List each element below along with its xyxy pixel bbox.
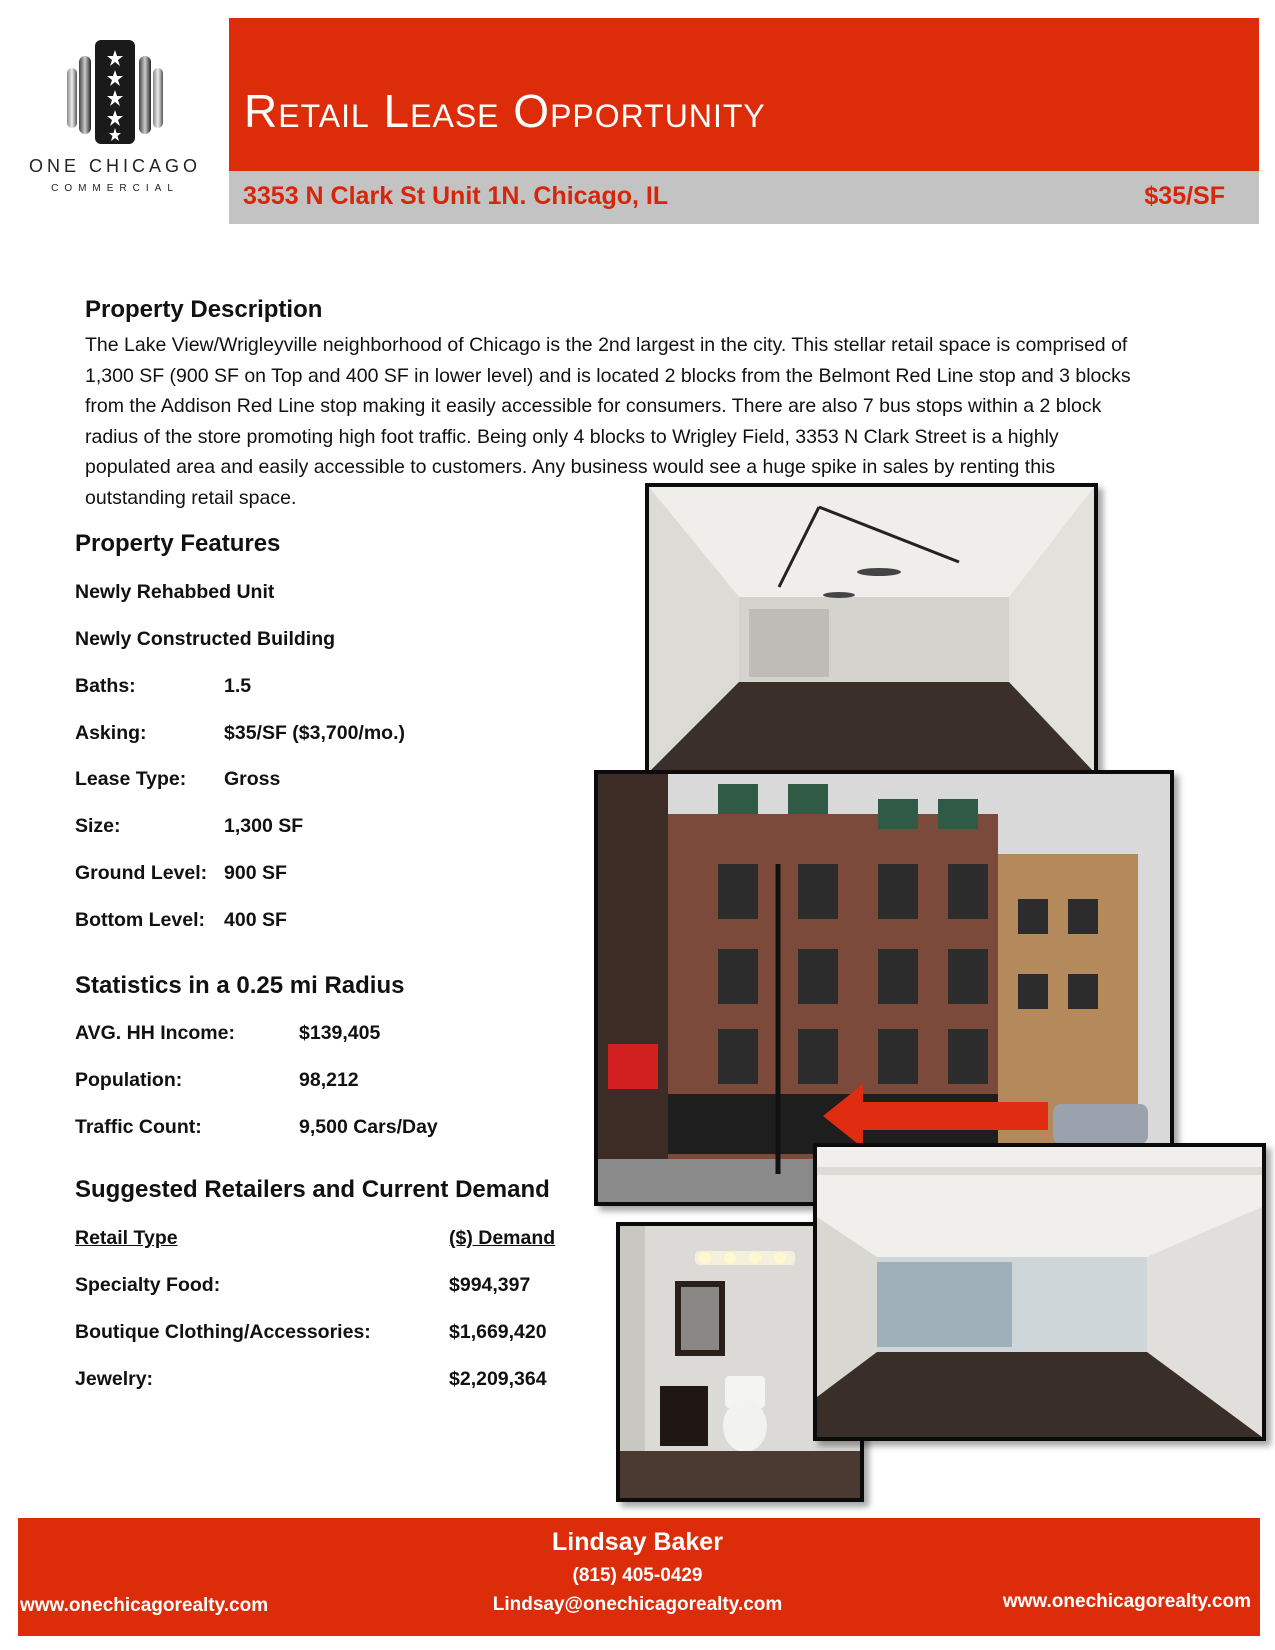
photo-interior-wide xyxy=(813,1143,1266,1441)
retail-type: Specialty Food: xyxy=(75,1274,221,1296)
property-address: 3353 N Clark St Unit 1N. Chicago, IL xyxy=(243,182,669,210)
feature-label: Ground Level: xyxy=(75,862,208,884)
website-link-left[interactable]: www.onechicagorealty.com xyxy=(20,1595,269,1616)
features-heading: Property Features xyxy=(75,530,281,557)
logo-name: ONE CHICAGO xyxy=(28,156,201,176)
stat-value: $139,405 xyxy=(299,1022,381,1044)
feature-label: Size: xyxy=(75,815,121,837)
website-link-right[interactable]: www.onechicagorealty.com xyxy=(1002,1591,1251,1612)
description-body: The Lake View/Wrigleyville neighborhood of Chicago is the 2nd largest in the city. This stellar retail space is comprised of 1,300 SF (900 SF on Top and 400 SF in lower level) and is located 2 blocks from the Belmont Red Line stop and 3 blocks from the Addison Red Line stop making it easily accessible for consumers. There are also 7 bus stops within a 2 block radius of the store promoting high foot traffic. Being only 4 blocks to Wrigley Field, 3353 N Clark Street is a highly populated area and easily accessible to customers. Any business would see a huge spike in sales by renting this outstanding retail space. xyxy=(85,334,1131,509)
feature-item: Newly Constructed Building xyxy=(75,628,336,650)
photo-building-exterior xyxy=(594,770,1174,1206)
stat-label: Traffic Count: xyxy=(75,1116,202,1138)
header-price: $35/SF xyxy=(1144,182,1225,210)
feature-label: Baths: xyxy=(75,675,136,697)
logo-subtitle: COMMERCIAL xyxy=(51,183,179,194)
retail-type: Jewelry: xyxy=(75,1368,154,1390)
description-heading: Property Description xyxy=(85,296,323,323)
company-logo xyxy=(20,38,210,203)
feature-value: $35/SF ($3,700/mo.) xyxy=(224,722,406,744)
feature-value: 900 SF xyxy=(224,862,287,884)
stat-value: 98,212 xyxy=(299,1069,359,1091)
feature-label: Bottom Level: xyxy=(75,909,206,931)
feature-item: Newly Rehabbed Unit xyxy=(75,581,275,603)
photo-interior-main xyxy=(645,483,1098,776)
logo-mark-icon xyxy=(65,38,165,148)
agent-phone[interactable]: (815) 405-0429 xyxy=(572,1565,703,1586)
agent-email[interactable]: Lindsay@onechicagorealty.com xyxy=(492,1594,783,1615)
retail-demand: $994,397 xyxy=(449,1274,531,1296)
stat-value: 9,500 Cars/Day xyxy=(299,1116,438,1138)
retail-demand: $1,669,420 xyxy=(449,1321,547,1343)
feature-value: 1.5 xyxy=(224,675,252,697)
statistics-heading: Statistics in a 0.25 mi Radius xyxy=(75,972,405,999)
page-title: Retail Lease Opportunity xyxy=(244,85,766,137)
feature-value: 400 SF xyxy=(224,909,287,931)
retail-type-column-header: Retail Type xyxy=(75,1227,178,1249)
retailers-heading: Suggested Retailers and Current Demand xyxy=(75,1176,550,1203)
feature-label: Lease Type: xyxy=(75,768,187,790)
feature-value: 1,300 SF xyxy=(224,815,304,837)
agent-name: Lindsay Baker xyxy=(552,1528,723,1556)
demand-column-header: ($) Demand xyxy=(449,1227,556,1249)
stat-label: Population: xyxy=(75,1069,183,1091)
feature-label: Asking: xyxy=(75,722,147,744)
retail-type: Boutique Clothing/Accessories: xyxy=(75,1321,371,1343)
retail-demand: $2,209,364 xyxy=(449,1368,547,1390)
stat-label: AVG. HH Income: xyxy=(75,1022,235,1044)
feature-value: Gross xyxy=(224,768,281,790)
